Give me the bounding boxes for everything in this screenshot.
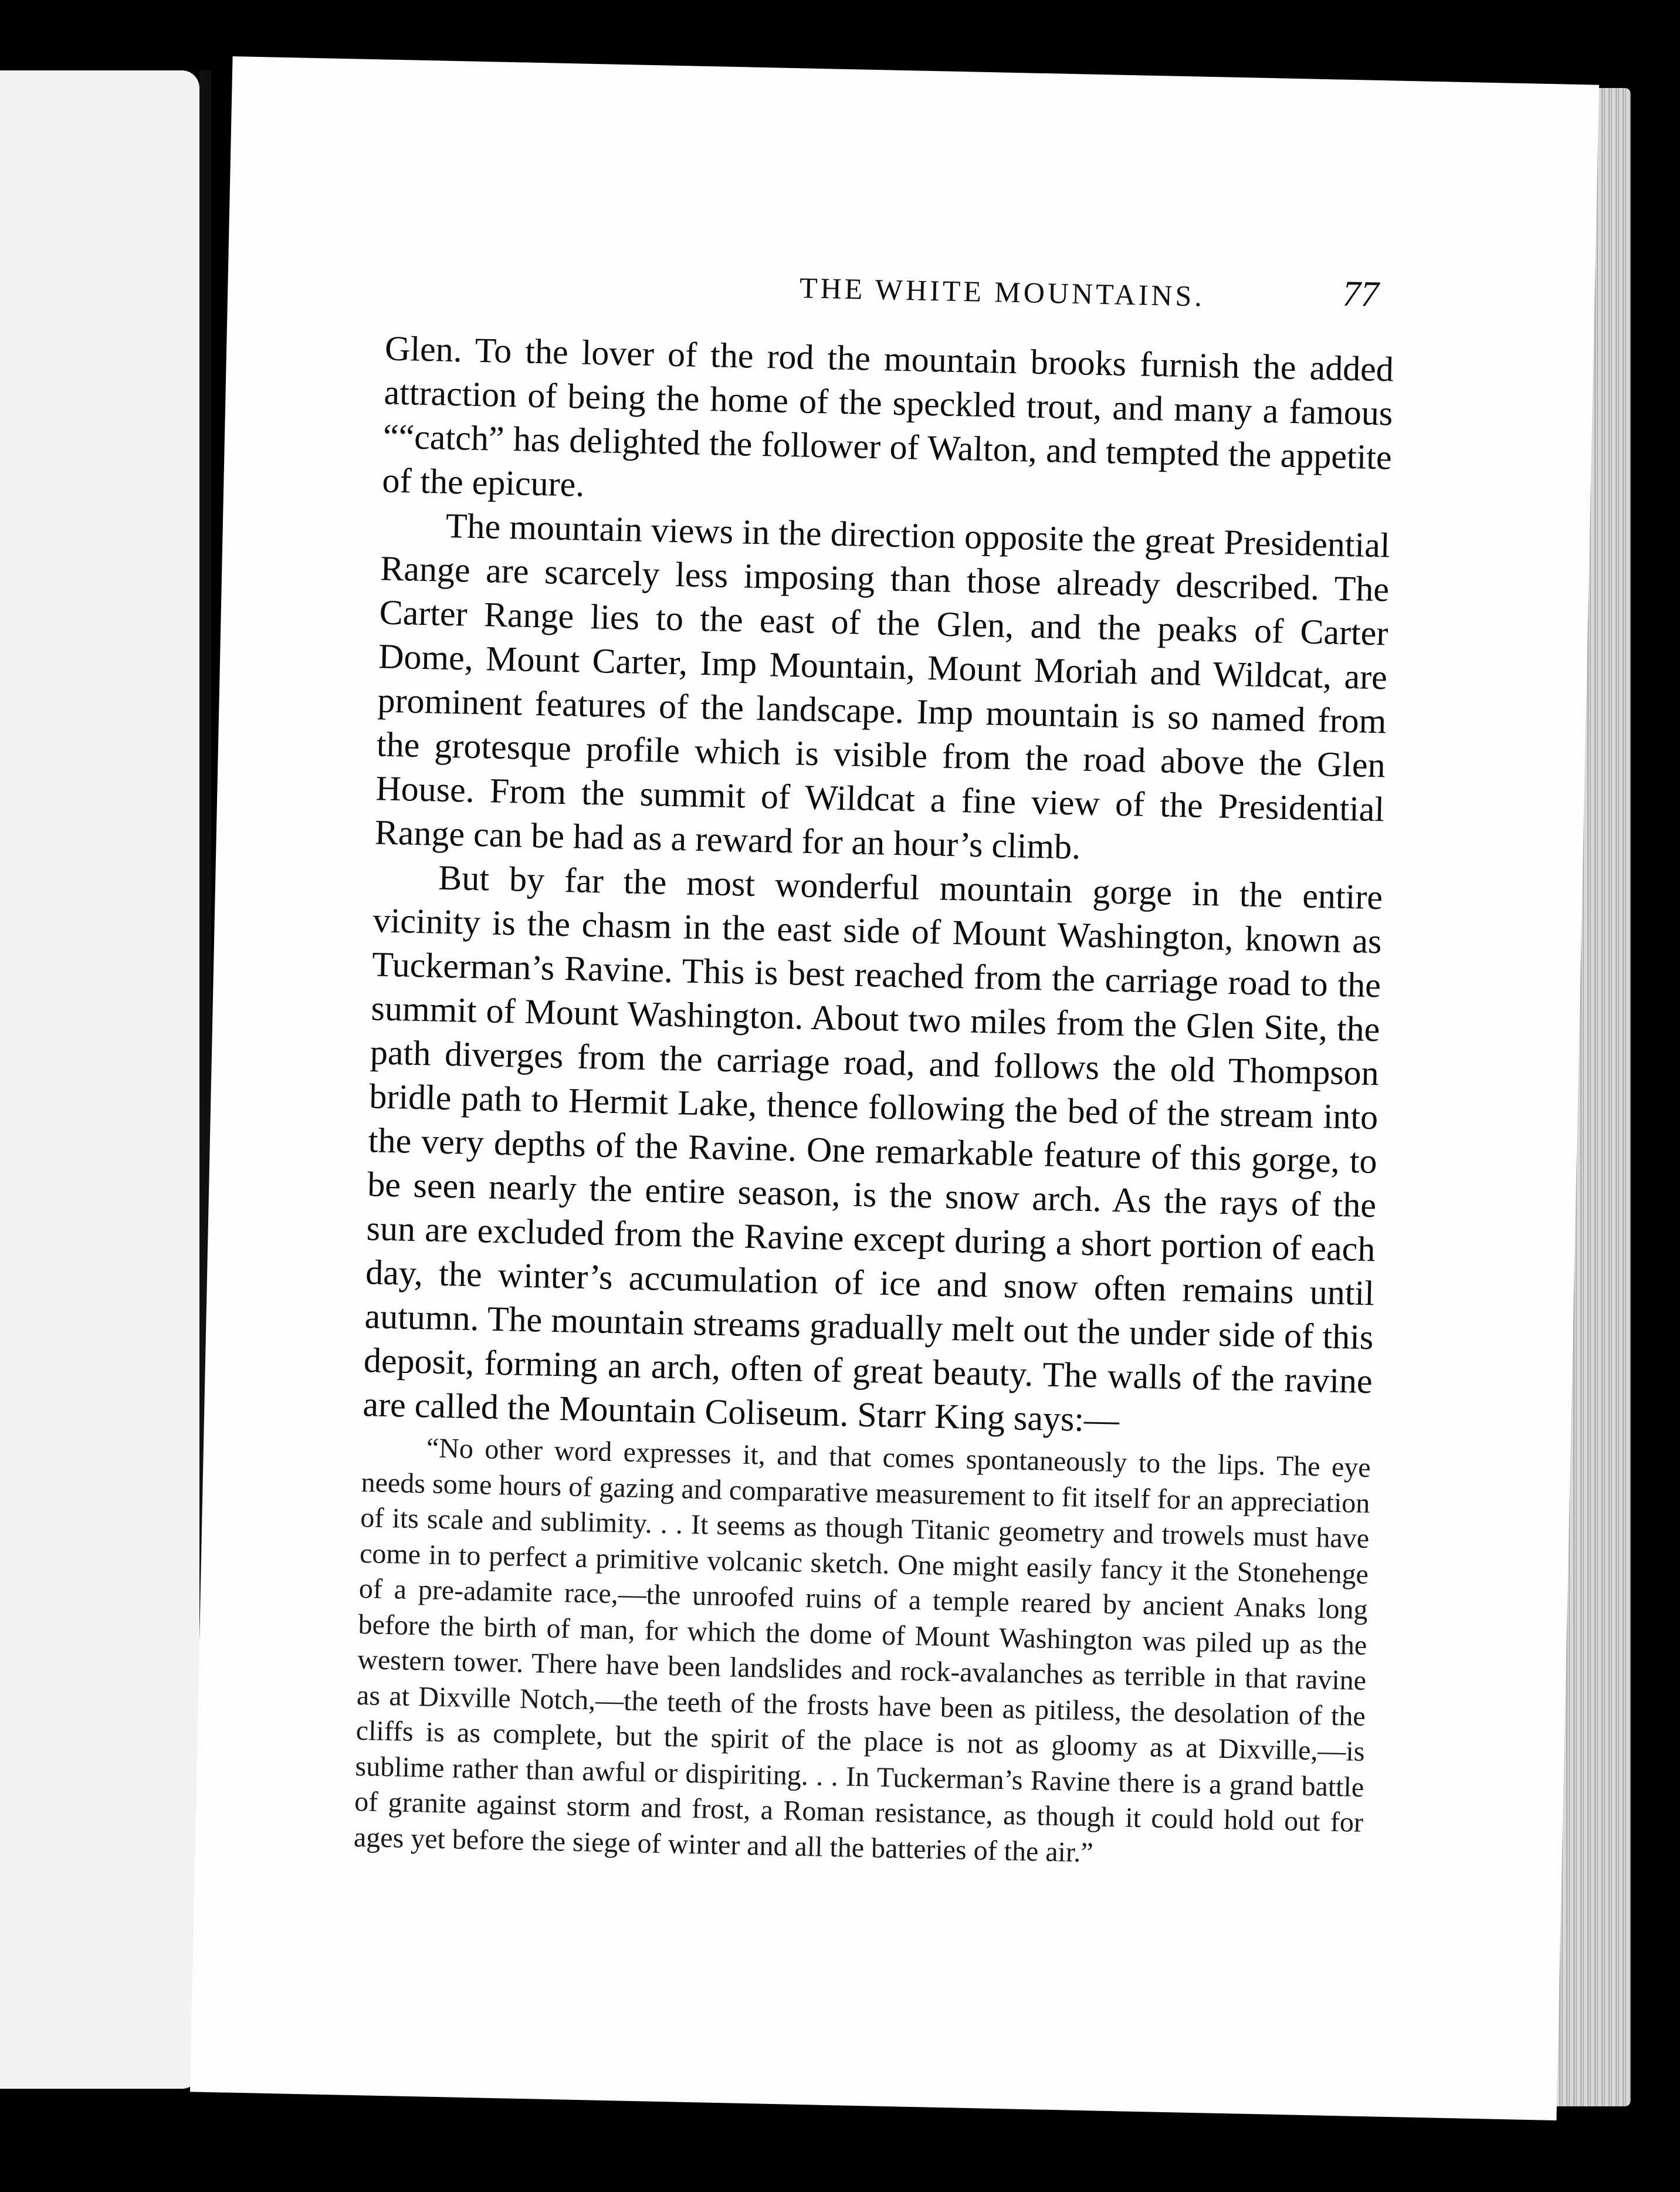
facing-page-left: [0, 70, 199, 2089]
block-quote: “No other word expresses it, and that comes spontaneously to the lips. The eye needs some hours of gazing and comparative measurement to fit itself for an appreciation of its scale and sublimity. . . It seems as though Titanic geometry and trowels must have come in to perfect a primitive volcanic sketch. One might easily fancy it the Stonehenge of a pre-adamite race,—the unroofed ruins of a temple reared by ancient Anaks long before the birth of man, for which the dome of Mount Washington was piled up as the western tower. There have been landslides and rock-avalanches as terrible in that ravine as at Dixville Notch,—the teeth of the frosts have been as pitiless, the desolation of the cliffs is as complete, but the spirit of the place is not as gloomy as at Dixville,—is sublime rather than awful or dispiriting. . . In Tuckerman’s Ravine there is a grand battle of granite against storm and frost, a Roman resistance, as though it could hold out for ages yet before the siege of winter and all the batteries of the air.”: [353, 1432, 1371, 1868]
paragraph: The mountain views in the direction opposite the great Presidential Range are scarcely less imposing than those already described. The Carter Range lies to the east of the Glen, and the peaks of Carter Dome, Mount Carter, Imp Mountain, Mount Moriah and Wildcat, are prominent features of the landscape. Imp mountain is so named from the grotesque profile which is visible from the road above the Glen House. From the summit of Wildcat a fine view of the Presidential Range can be had as a reward for an hour’s climb.: [374, 506, 1391, 867]
book-page: [190, 56, 1599, 2120]
paragraph: But by far the most wonderful mountain gorge in the entire vicinity is the chasm in the east side of Mount Washington, known as Tuckerman’s Ravine. This is best reached from the carriage road to the summit of Mount Washington. About two miles from the Glen Site, the path diverges from the carriage road, and follows the old Thompson bridle path to Hermit Lake, thence following the bed of the stream into the very depths of the Ravine. One remarkable feature of this gorge, to be seen nearly the entire season, is the snow arch. As the rays of the sun are excluded from the Ravine except during a short portion of each day, the winter’s accumulation of ice and snow often remains until autumn. The mountain streams gradually melt out the under side of this deposit, forming an arch, often of great beauty. The walls of the ravine are called the Mountain Coliseum. Starr King says:—: [362, 858, 1383, 1440]
body-text: [363, 327, 1394, 1448]
running-head: THE WHITE MOUNTAINS.: [799, 271, 1205, 313]
page-number: 77: [1342, 273, 1380, 314]
paragraph: Glen. To the lover of the rod the mountain brooks furnish the added attraction of being the home of the speckled trout, and many a famous ““catch” has delighted the follower of Walton, and tempted the appetite of the epicure.: [381, 329, 1394, 504]
